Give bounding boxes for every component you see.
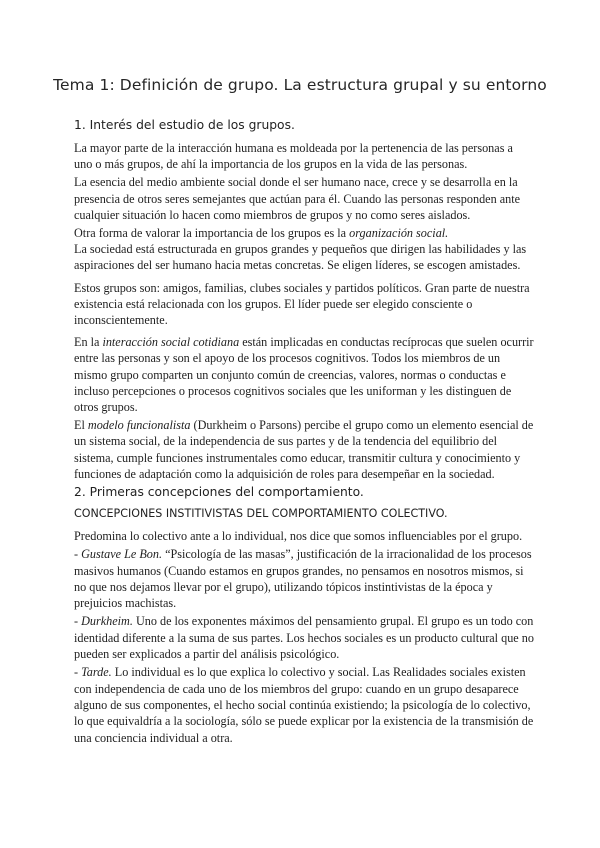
paragraph: Predomina lo colectivo ante a lo individual, nos dice que somos influenciables por el grupo. [74, 529, 523, 543]
section-1-body [74, 140, 534, 482]
list-item [74, 613, 534, 662]
text: - [74, 665, 82, 680]
paragraph: La sociedad está estructurada en grupos grandes y pequeños que dirigen las habilidades y las aspiraciones del ser humano hacia metas concretas. Se eligen líderes, se escogen amistades. [74, 242, 527, 273]
text: (Durkheim o Parsons) percibe el grupo como un elemento esencial de un sistema social, de la independencia de sus partes y de la tendencia del equilibrio del sistema, cumple funciones instrumentales como educar, transmitir cultura y conocimiento y funciones de adaptación como la adquisición de roles para desempeñar en la sociedad. [74, 418, 534, 481]
text: Uno de los exponentes máximos del pensamiento grupal. El grupo es un todo con identidad diferente a la suma de sus partes. Los hechos sociales es un producto cultural que no pueden ser explicados a partir del análisis psicológico. [74, 614, 534, 662]
emphasis: organización social. [349, 226, 449, 241]
emphasis: modelo funcionalista [87, 418, 191, 433]
emphasis: Durkheim. [81, 614, 133, 629]
section-1-heading: 1. Interés del estudio de los grupos. [74, 118, 295, 132]
paragraph: Estos grupos son: amigos, familias, clubes sociales y partidos políticos. Gran parte de nuestra existencia está relacionada con los grupos. El líder puede ser elegido consciente o inconscientemente. [74, 280, 530, 328]
paragraph: La esencia del medio ambiente social donde el ser humano nace, crece y se desarrolla en la presencia de otros seres semejantes que actúan para él. Cuando las personas responden ante cualquier situación lo hacen como miembros de grupos y no como seres aislados. [74, 175, 521, 222]
emphasis: Tarde. [81, 665, 112, 680]
section-2-body [74, 528, 534, 746]
text: “Psicología de las masas”, justificación de la irracionalidad de los procesos masivos humanos (Cuando estamos en grupos grandes, no pensamos en nosotros mismos, si no que nos dejamos llevar por el grupo), utilizando tópicos instintivistas de la época y prejuicios machistas. [74, 547, 532, 611]
text: Lo individual es lo que explica lo colectivo y social. Las Realidades sociales existen con independencia de cada uno de los miembros del grupo: cuando en un grupo desaparece alguno de sus componentes, el hecho social continúa existiendo; la psicología de lo colectivo, lo que equivaldría a la sociología, sólo se puede explicar por la existencia de la transmisión de una conciencia individual a otra. [74, 665, 534, 745]
section-2-subheading: CONCEPCIONES INSTITIVISTAS DEL COMPORTAMIENTO COLECTIVO. [74, 507, 448, 520]
paragraph [74, 417, 534, 482]
emphasis: Gustave Le Bon. [81, 547, 163, 562]
section-2-heading: 2. Primeras concepciones del comportamiento. [74, 485, 364, 499]
text: El [74, 418, 88, 433]
page-title: Tema 1: Definición de grupo. La estructura grupal y su entorno [53, 76, 547, 94]
list-item [74, 546, 534, 611]
text: Otra forma de valorar la importancia de los grupos es la [74, 226, 350, 241]
paragraph [74, 225, 534, 241]
text: - [74, 614, 82, 629]
emphasis: interacción social cotidiana [102, 335, 240, 350]
text: - [74, 547, 82, 562]
paragraph [74, 334, 534, 415]
text: En la [74, 335, 103, 350]
paragraph: La mayor parte de la interacción humana es moldeada por la pertenencia de las personas a uno o más grupos, de ahí la importancia de los grupos en la vida de las personas. [74, 141, 513, 172]
text: están implicadas en conductas recíprocas que suelen ocurrir entre las personas y son el apoyo de los procesos cognitivos. Todos los miembros de un mismo grupo comparten un conjunto común de creencias, valores, normas o conductas e incluso percepciones o procesos cognitivos sociales que les uniforman y les distinguen de otros grupos. [74, 335, 534, 415]
list-item [74, 664, 534, 745]
